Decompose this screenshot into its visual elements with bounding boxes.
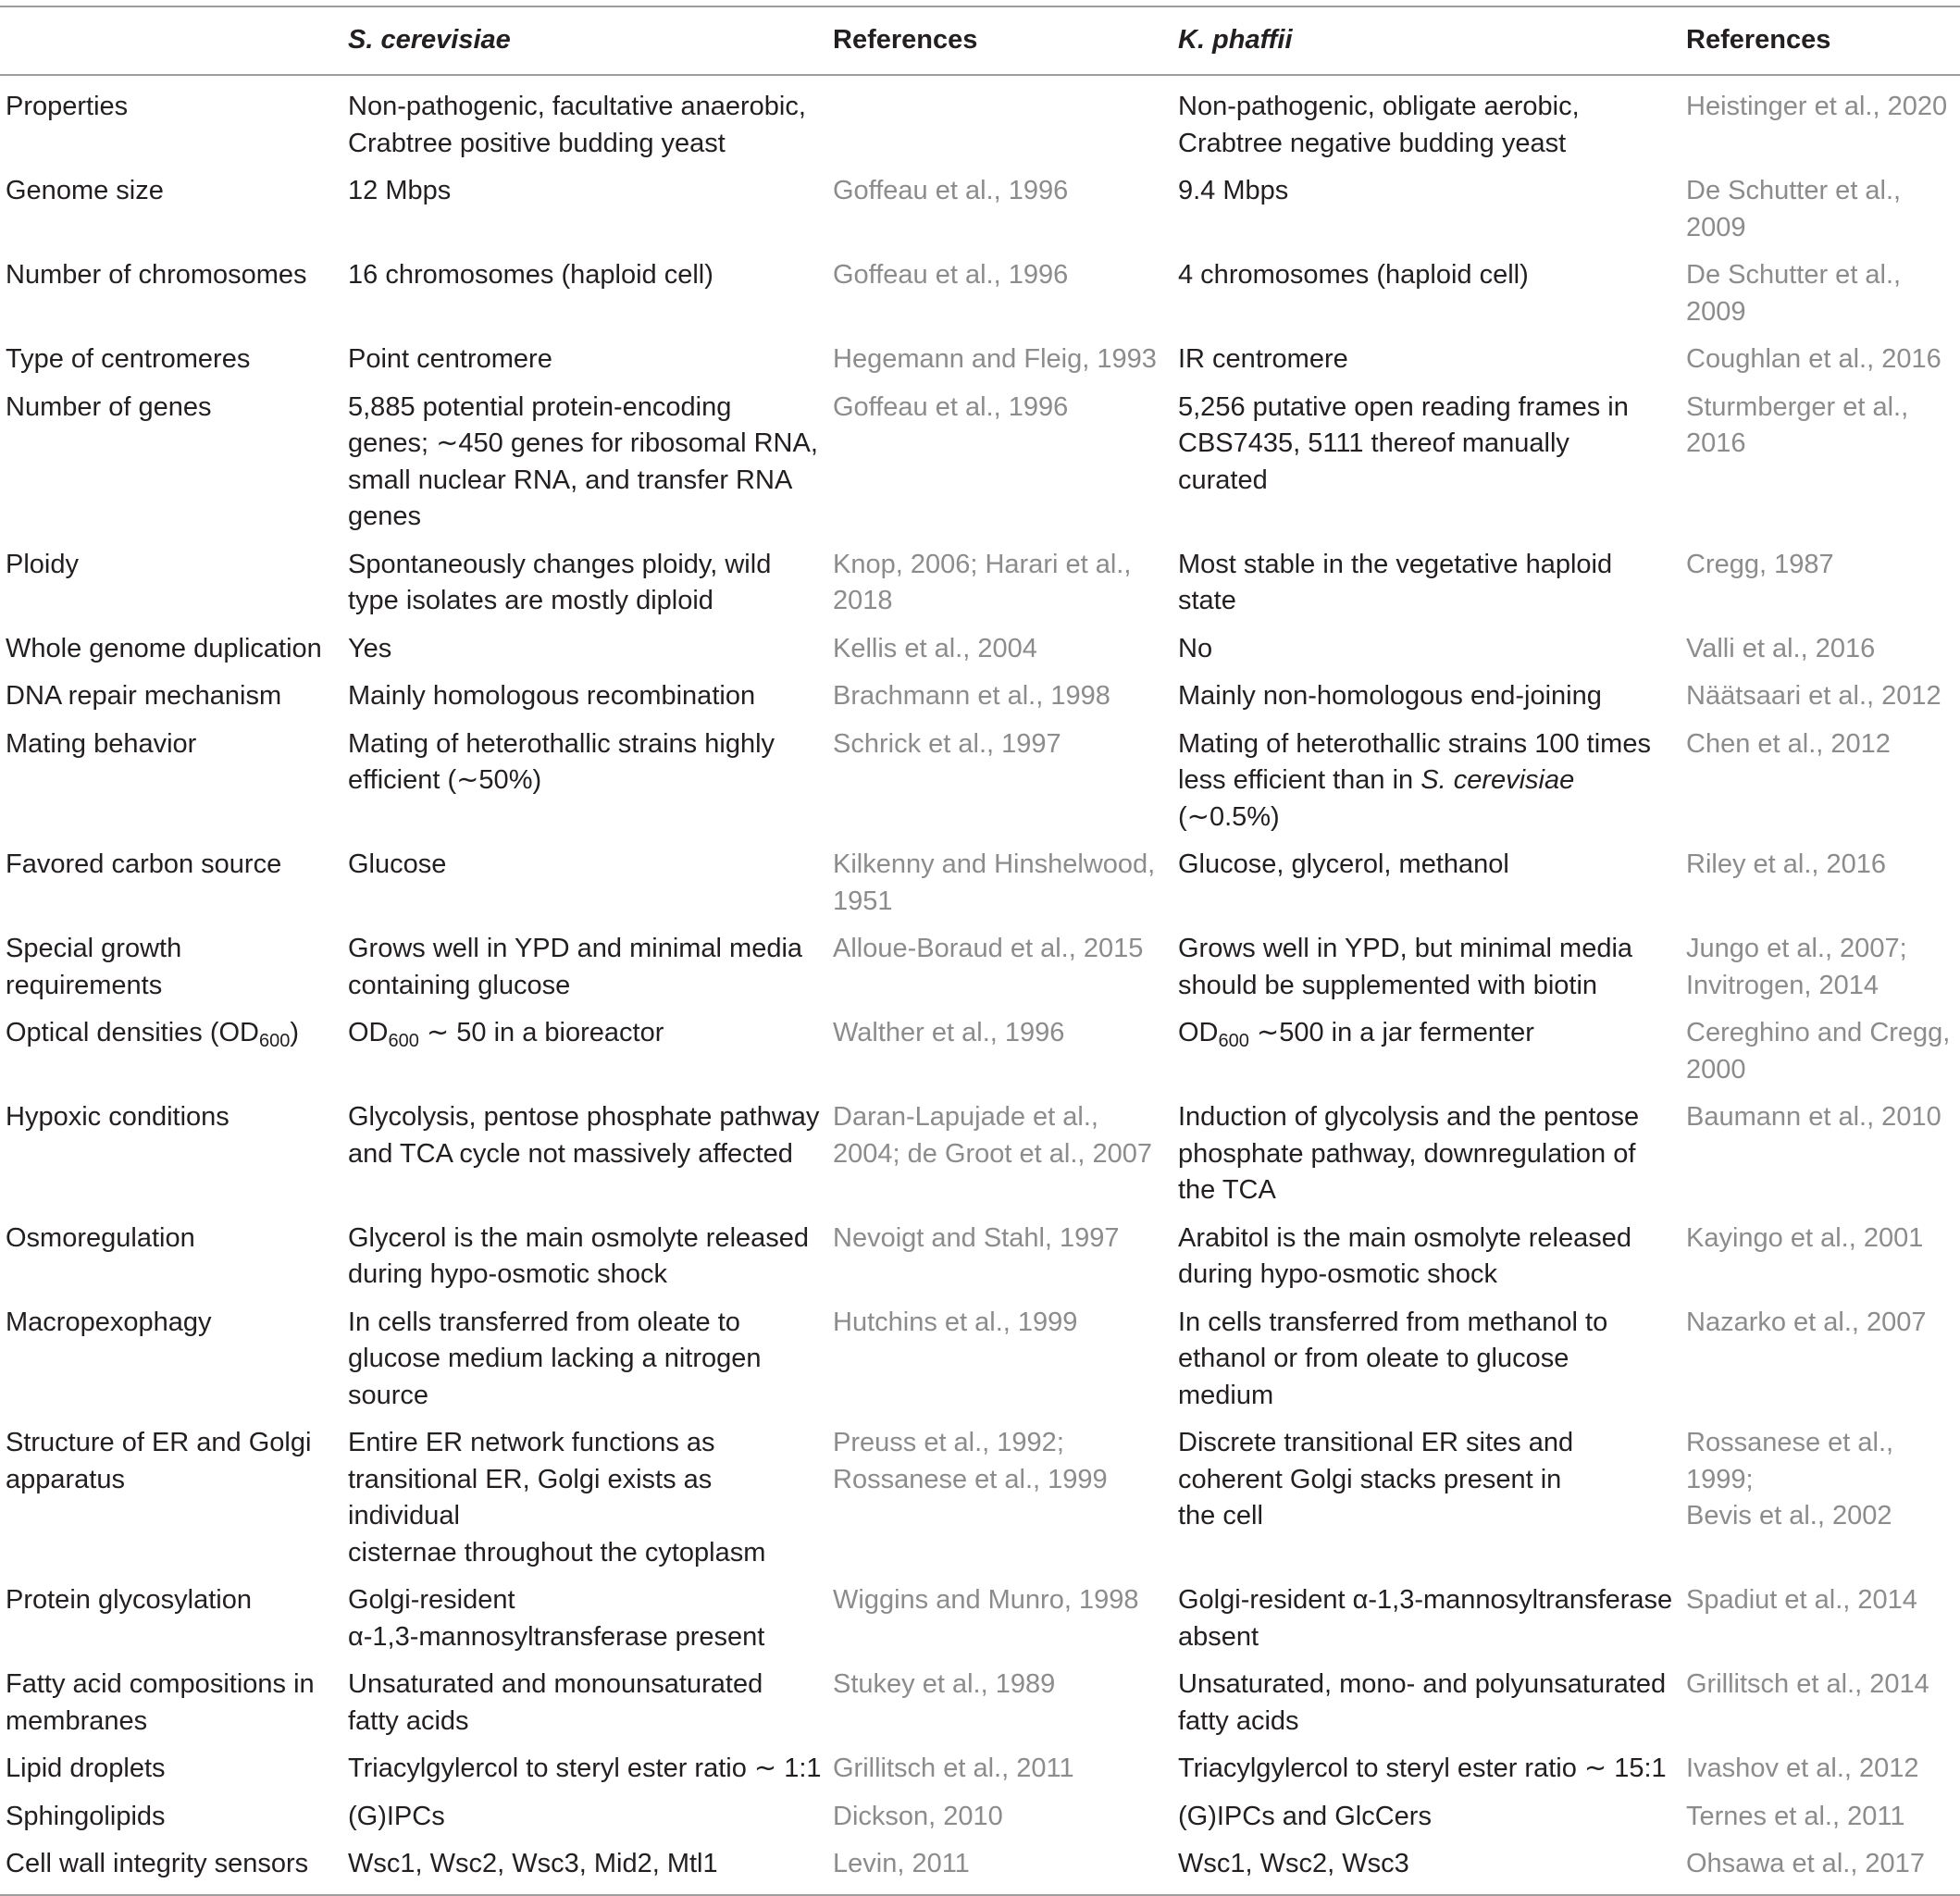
table-row [0, 253, 1960, 337]
property-cell: Number of chromosomes [6, 260, 307, 290]
kp-cell: Triacylgylercol to steryl ester ratio ∼ 15:1 [1178, 1753, 1667, 1783]
sc-ref-cell: Nevoigt and Stahl, 1997 [833, 1222, 1120, 1253]
property-cell: Number of genes [6, 391, 212, 422]
sc-ref-cell: Knop, 2006; Harari et al., 2018 [833, 549, 1132, 615]
kp-ref-cell: De Schutter et al., 2009 [1686, 260, 1902, 327]
kp-ref-cell: Rossanese et al., 1999; Bevis et al., 2002 [1686, 1428, 1894, 1530]
kp-cell: Discrete transitional ER sites and coherent Golgi stacks present in the cell [1178, 1428, 1574, 1530]
property-cell: Macropexophagy [6, 1307, 212, 1337]
kp-ref-cell: Ohsawa et al., 2017 [1686, 1849, 1925, 1878]
header-sc-references: References [833, 25, 978, 56]
sc-cell: 16 chromosomes (haploid cell) [348, 260, 713, 290]
kp-ref-cell: Cregg, 1987 [1686, 549, 1834, 579]
sc-cell: Golgi-resident α-1,3-mannosyltransferase present [348, 1585, 765, 1652]
kp-ref-cell: Nazarko et al., 2007 [1686, 1307, 1927, 1337]
sc-cell: Point centromere [348, 344, 552, 374]
table-row [0, 1216, 1960, 1300]
sc-ref-cell: Hegemann and Fleig, 1993 [833, 344, 1157, 374]
property-cell: DNA repair mechanism [6, 681, 282, 711]
property-text-part: Optical densities (OD [6, 1018, 259, 1047]
sc-ref-cell: Schrick et al., 1997 [833, 728, 1061, 759]
kp-cell: Mainly non-homologous end-joining [1178, 681, 1602, 711]
table-row [0, 337, 1960, 385]
kp-text-part: Mating of heterothallic strains 100 times less efficient than in [1178, 728, 1651, 795]
sc-ref-cell: Daran-Lapujade et al., 2004; de Groot et al., 2007 [833, 1102, 1153, 1169]
sc-cell [342, 1010, 827, 1095]
kp-cell: 5,256 putative open reading frames in CBS7435, 5111 thereof manually curated [1178, 391, 1629, 495]
kp-ref-cell: Grillitsch et al., 2014 [1686, 1669, 1929, 1699]
sc-ref-cell: Goffeau et al., 1996 [833, 260, 1069, 290]
table-row [0, 385, 1960, 542]
header-kp-references: References [1686, 25, 1831, 56]
kp-cell [1172, 722, 1681, 843]
kp-cell: In cells transferred from methanol to ethanol or from oleate to glucose medium [1178, 1307, 1608, 1410]
sc-cell: 5,885 potential protein-encoding genes; ∼450 genes for ribosomal RNA, small nuclear RNA, and transfer RNA genes [348, 391, 818, 531]
sc-cell: 12 Mbps [348, 176, 452, 205]
property-cell: Osmoregulation [6, 1222, 195, 1253]
sc-text-part: ∼ 50 in a bioreactor [418, 1018, 664, 1047]
property-cell: Protein glycosylation [6, 1585, 252, 1615]
sc-cell: Spontaneously changes ploidy, wild type isolates are mostly diploid [348, 549, 772, 615]
yeast-comparison-table [0, 6, 1960, 1896]
subscript: 600 [388, 1031, 419, 1051]
sc-cell: (G)IPCs [348, 1801, 445, 1831]
subscript: 600 [1218, 1031, 1249, 1051]
kp-cell: Glucose, glycerol, methanol [1178, 849, 1509, 879]
table-row [0, 1578, 1960, 1662]
table-row [0, 542, 1960, 626]
kp-cell: Non-pathogenic, obligate aerobic, Crabtree negative budding yeast [1178, 92, 1580, 158]
property-cell: Type of centromeres [6, 344, 251, 374]
table-row [0, 1794, 1960, 1842]
species-name-italic: S. cerevisiae [1420, 765, 1575, 795]
kp-ref-cell: Spadiut et al., 2014 [1686, 1585, 1917, 1615]
sc-ref-cell: Hutchins et al., 1999 [833, 1307, 1078, 1337]
kp-ref-cell: Cereghino and Cregg, 2000 [1686, 1018, 1951, 1084]
sc-ref-cell: Grillitsch et al., 2011 [833, 1753, 1074, 1783]
kp-ref-cell: Riley et al., 2016 [1686, 849, 1887, 879]
kp-cell: No [1178, 633, 1213, 663]
table-row [0, 75, 1960, 168]
sc-ref-cell: Goffeau et al., 1996 [833, 176, 1069, 205]
kp-cell: Induction of glycolysis and the pentose phosphate pathway, downregulation of the TCA [1178, 1102, 1640, 1205]
sc-cell: Wsc1, Wsc2, Wsc3, Mid2, Mtl1 [348, 1849, 718, 1878]
sc-ref-cell: Brachmann et al., 1998 [833, 681, 1110, 711]
property-cell: Hypoxic conditions [6, 1102, 229, 1132]
property-cell: Special growth requirements [6, 934, 182, 1000]
sc-cell: Mainly homologous recombination [348, 681, 756, 711]
table-row [0, 1420, 1960, 1578]
kp-ref-cell: Coughlan et al., 2016 [1686, 344, 1941, 374]
sc-cell: In cells transferred from oleate to glucose medium lacking a nitrogen source [348, 1307, 762, 1410]
table-row [0, 722, 1960, 843]
kp-ref-cell: Näätsaari et al., 2012 [1686, 681, 1941, 711]
table-row [0, 1300, 1960, 1421]
property-cell: Ploidy [6, 549, 79, 579]
sc-cell: Grows well in YPD and minimal media containing glucose [348, 934, 803, 1000]
header-property [0, 6, 342, 75]
sc-ref-cell [827, 75, 1172, 168]
table-row [0, 674, 1960, 722]
header-s-cerevisiae: S. cerevisiae [348, 25, 511, 56]
property-cell: Structure of ER and Golgi apparatus [6, 1428, 312, 1494]
sc-cell: Glycerol is the main osmolyte released during hypo-osmotic shock [348, 1222, 810, 1289]
sc-cell: Glucose [348, 849, 447, 879]
property-cell: Mating behavior [6, 728, 197, 759]
sc-cell: Unsaturated and monounsaturated fatty acids [348, 1669, 763, 1736]
sc-cell: Non-pathogenic, facultative anaerobic, Crabtree positive budding yeast [348, 92, 806, 158]
property-text-part: ) [290, 1018, 300, 1047]
kp-text-part: (∼0.5%) [1178, 801, 1280, 832]
kp-text-part: ∼500 in a jar fermenter [1248, 1018, 1534, 1047]
kp-cell: Arabitol is the main osmolyte released during hypo-osmotic shock [1178, 1222, 1632, 1289]
table-row [0, 1746, 1960, 1794]
sc-ref-cell: Stukey et al., 1989 [833, 1669, 1056, 1699]
kp-ref-cell: Jungo et al., 2007; Invitrogen, 2014 [1686, 934, 1907, 1000]
property-cell: Favored carbon source [6, 849, 282, 879]
table-body [0, 75, 1960, 1895]
sc-cell: Yes [348, 633, 392, 663]
sc-ref-cell: Walther et al., 1996 [833, 1018, 1065, 1047]
property-cell: Properties [6, 92, 129, 121]
kp-cell: Golgi-resident α-1,3-mannosyltransferase absent [1178, 1585, 1673, 1652]
table-row [0, 1841, 1960, 1895]
kp-ref-cell: Heistinger et al., 2020 [1686, 92, 1948, 121]
kp-ref-cell: Baumann et al., 2010 [1686, 1102, 1941, 1132]
kp-ref-cell: De Schutter et al., 2009 [1686, 176, 1902, 242]
table-row [0, 168, 1960, 253]
property-cell: Genome size [6, 176, 164, 205]
subscript: 600 [259, 1031, 291, 1051]
table-row [0, 842, 1960, 926]
sc-cell: Mating of heterothallic strains highly efficient (∼50%) [348, 728, 775, 795]
sc-ref-cell: Dickson, 2010 [833, 1801, 1003, 1831]
property-cell: Fatty acid compositions in membranes [6, 1669, 315, 1736]
kp-cell: Unsaturated, mono- and polyunsaturated fatty acids [1178, 1669, 1667, 1736]
kp-ref-cell: Ternes et al., 2011 [1686, 1801, 1905, 1831]
kp-ref-cell: Chen et al., 2012 [1686, 728, 1891, 759]
kp-cell: IR centromere [1178, 344, 1348, 374]
kp-cell [1172, 1010, 1681, 1095]
property-cell: Whole genome duplication [6, 633, 322, 663]
sc-cell: Entire ER network functions as transitional ER, Golgi exists as individual cisternae throughout the cytoplasm [348, 1428, 766, 1568]
table-row [0, 1010, 1960, 1095]
kp-cell: (G)IPCs and GlcCers [1178, 1801, 1432, 1831]
property-cell: Cell wall integrity sensors [6, 1849, 309, 1878]
kp-ref-cell: Sturmberger et al., 2016 [1686, 391, 1909, 458]
sc-cell: Glycolysis, pentose phosphate pathway and TCA cycle not massively affected [348, 1102, 820, 1169]
table-row [0, 626, 1960, 675]
kp-ref-cell: Kayingo et al., 2001 [1686, 1222, 1924, 1253]
kp-cell: Grows well in YPD, but minimal media should be supplemented with biotin [1178, 934, 1633, 1000]
kp-text-part: OD [1178, 1018, 1219, 1047]
property-cell [0, 1010, 342, 1095]
sc-ref-cell: Alloue-Boraud et al., 2015 [833, 934, 1144, 963]
table-row [0, 926, 1960, 1010]
kp-cell: 4 chromosomes (haploid cell) [1178, 260, 1529, 290]
sc-ref-cell: Goffeau et al., 1996 [833, 391, 1069, 422]
sc-text-part: OD [348, 1018, 389, 1047]
sc-ref-cell: Wiggins and Munro, 1998 [833, 1585, 1139, 1615]
sc-ref-cell: Levin, 2011 [833, 1849, 970, 1878]
sc-ref-cell: Preuss et al., 1992; Rossanese et al., 1999 [833, 1428, 1108, 1494]
property-cell: Lipid droplets [6, 1753, 166, 1783]
sc-ref-cell: Kellis et al., 2004 [833, 633, 1037, 663]
sc-ref-cell: Kilkenny and Hinshelwood, 1951 [833, 849, 1156, 916]
header-k-phaffii: K. phaffii [1178, 25, 1293, 56]
header-row [0, 6, 1960, 75]
sc-cell: Triacylgylercol to steryl ester ratio ∼ 1:1 [348, 1753, 822, 1783]
kp-ref-cell: Valli et al., 2016 [1686, 633, 1876, 663]
table-header [0, 6, 1960, 75]
kp-cell: Most stable in the vegetative haploid state [1178, 549, 1613, 615]
kp-ref-cell: Ivashov et al., 2012 [1686, 1753, 1919, 1783]
kp-cell: Wsc1, Wsc2, Wsc3 [1178, 1849, 1409, 1878]
property-cell: Sphingolipids [6, 1801, 166, 1831]
table-row [0, 1095, 1960, 1216]
kp-cell: 9.4 Mbps [1178, 176, 1289, 205]
